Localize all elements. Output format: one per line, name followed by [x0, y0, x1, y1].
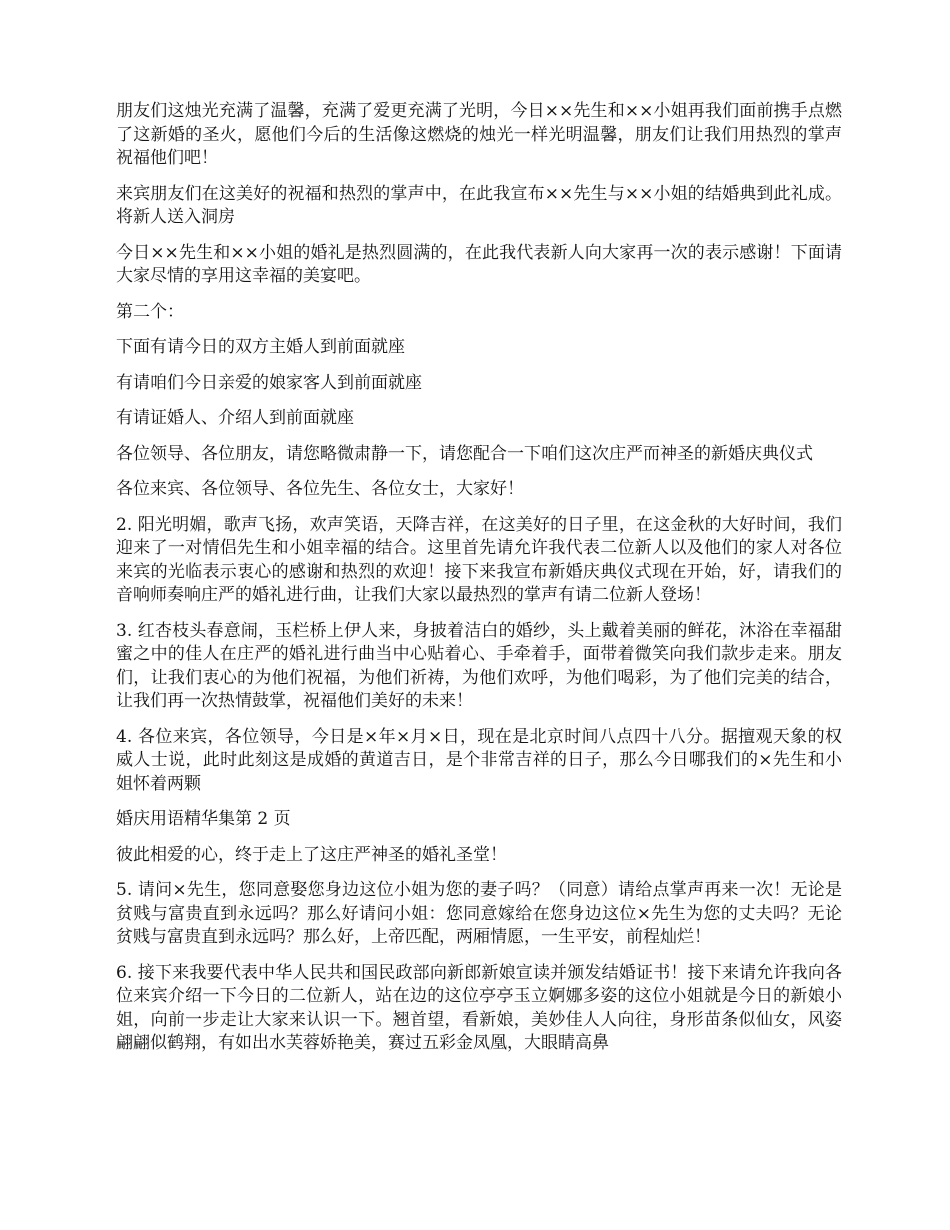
paragraph-item-5: 5. 请问×先生，您同意娶您身边这位小姐为您的妻子吗？（同意）请给点掌声再来一次！无论是贫贱与富贵直到永远吗？那么好请问小姐：您同意嫁给在您身边这位×先生为您的丈夫吗？无论贫贱与富贵直到永远吗？那么好，上帝匹配，两厢情愿，一生平安，前程灿烂！: [116, 880, 842, 947]
document-page: [116, 100, 842, 1068]
paragraph-item-4: 4. 各位来宾，各位领导，今日是×年×月×日，现在是北京时间八点四十八分。据擅观天象的权威人士说，此时此刻这是成婚的黄道吉日，是个非常吉祥的日子，那么今日哪我们的×先生和小姐怀着两颗: [116, 726, 842, 794]
paragraph-bride-family-seating: 有请咱们今日亲爱的娘家客人到前面就座: [116, 372, 422, 393]
paragraph-silence-request: 各位领导、各位朋友，请您略微肃静一下，请您配合一下咱们这次庄严而神圣的新婚庆典仪式: [116, 443, 813, 464]
paragraph-host-seating: 下面有请今日的双方主婚人到前面就座: [116, 337, 405, 357]
paragraph-item-6: 6. 接下来我要代表中华人民共和国民政部向新郎新娘宣读并颁发结婚证书！接下来请允许我向各位来宾介绍一下今日的二位新人，站在边的这位亭亭玉立婀娜多姿的这位小姐就是今日的新娘小姐，向前一步走让大家来认识一下。翘首望，看新娘，美妙佳人人向往，身形苗条似仙女，风姿翩翩似鹤翔，有如出水芙蓉娇艳美，赛过五彩金凤凰，大眼睛高鼻: [116, 962, 842, 1053]
paragraph-greeting: 各位来宾、各位领导、各位先生、各位女士，大家好！: [116, 479, 524, 499]
page-footer-label: 婚庆用语精华集第 2 页: [116, 809, 291, 829]
paragraph-item-2: 2. 阳光明媚，歌声飞扬，欢声笑语，天降吉祥，在这美好的日子里，在这金秋的大好时间，我们迎来了一对情侣先生和小姐幸福的结合。这里首先请允许我代表二位新人以及他们的家人对各位来宾的光临表示衷心的感谢和热烈的欢迎！接下来我宣布新婚庆典仪式现在开始，好，请我们的音响师奏响庄严的婚礼进行曲，让我们大家以最热烈的掌声有请二位新人登场！: [116, 514, 842, 605]
paragraph-second-heading: 第二个：: [116, 301, 184, 322]
paragraph-item-3: 3. 红杏枝头春意闹，玉栏桥上伊人来，身披着洁白的婚纱，头上戴着美丽的鲜花，沐浴在幸福甜蜜之中的佳人在庄严的婚礼进行曲当中心贴着心、手牵着手，面带着微笑向我们款步走来。朋友们，让我们衷心的为他们祝福，为他们祈祷，为他们欢呼，为他们喝彩，为了他们完美的结合，让我们再一次热情鼓掌，祝福他们美好的未来！: [116, 620, 842, 711]
paragraph-ceremony-complete: 来宾朋友们在这美好的祝福和热烈的掌声中，在此我宣布××先生与××小姐的结婚典到此礼成。将新人送入洞房: [116, 183, 842, 227]
paragraph-continuation: 彼此相爱的心，终于走上了这庄严神圣的婚礼圣堂！: [116, 844, 507, 865]
paragraph-witness-seating: 有请证婚人、介绍人到前面就座: [116, 408, 354, 428]
paragraph-thanks: 今日××先生和××小姐的婚礼是热烈圆满的，在此我代表新人向大家再一次的表示感谢！下面请大家尽情的享用这幸福的美宴吧。: [116, 242, 842, 286]
paragraph-candlelight: 朋友们这烛光充满了温馨，充满了爱更充满了光明，今日××先生和××小姐再我们面前携手点燃了这新婚的圣火，愿他们今后的生活像这燃烧的烛光一样光明温馨，朋友们让我们用热烈的掌声祝福他们吧！: [116, 101, 842, 168]
